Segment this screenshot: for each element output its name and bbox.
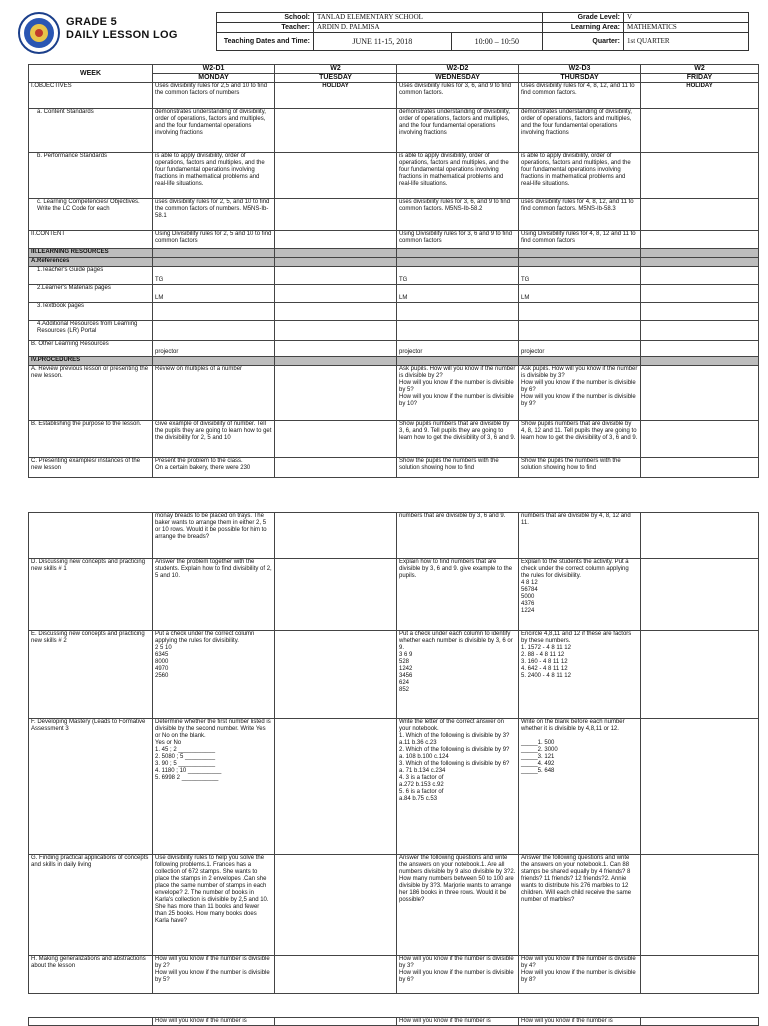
row-label: 3.Textbook pages	[29, 303, 153, 321]
row-textbook	[29, 303, 759, 321]
row-mastery	[29, 719, 759, 855]
cell-friday	[641, 231, 759, 249]
cell-thursday: Show the pupils the numbers with the solution showing how to find	[519, 458, 641, 478]
row-label: a. Content Standards	[29, 109, 153, 153]
cell-tuesday	[275, 231, 397, 249]
row-label: F. Developing Mastery (Leads to Formative Assessment 3	[29, 719, 153, 855]
row-review	[29, 366, 759, 421]
row-label: 1.Teacher's Guide pages	[29, 267, 153, 285]
cell-monday: Determine whether the first number listed is divisible by the second number. Write Yes or No on the blank. Yes or No 1. 45 ; 2 ___________ 2. 5080 ; 5 _________ 3. 90 ; 5 ___________ 4. 1180 ; 10 __________ 5. 6998 2 ___________	[153, 719, 275, 855]
cell-wednesday: Explain how to find numbers that are divisible by 3, 6 and 9. give example to the pupils.	[397, 559, 519, 631]
day-tuesday: TUESDAY	[275, 74, 397, 83]
lesson-log-table	[28, 64, 759, 478]
grade-label: Grade Level:	[543, 13, 624, 23]
teacher-value: ARDIN D. PALMISA	[314, 23, 543, 33]
cell-friday	[641, 109, 759, 153]
cell-monday: How will you know if the number is divisible by 2? How will you know if the number is divisible by 5?	[153, 956, 275, 994]
cell-thursday: numbers that are divisible by 4, 8, 12 and 11.	[519, 513, 641, 559]
cell-wednesday: uses divisibility rules for 3, 6, and 9 to find common factors. M5NS-Ib-58.2	[397, 199, 519, 231]
title-log: DAILY LESSON LOG	[66, 29, 178, 41]
row-discuss-1	[29, 559, 759, 631]
cell-wednesday: Show pupils numbers that are divisible by 3, 6, and 9. Tell pupils they are going to learn how to get the divisibility of 3, 6 and 9.	[397, 421, 519, 458]
dates-label: Teaching Dates and Time:	[217, 33, 314, 51]
cell-thursday: demonstrates understanding of divisibility, order of operations, factors and multiples, and the four fundamental operations involving fractions	[519, 109, 641, 153]
cell-tuesday	[275, 109, 397, 153]
day-friday: FRIDAY	[641, 74, 759, 83]
dates-value: JUNE 11-15, 2018	[314, 33, 452, 51]
cell-thursday: Uses divisibility rules for 4, 8, 12, and 11 to find common factors.	[519, 83, 641, 109]
area-value: MATHEMATICS	[624, 23, 749, 33]
col-head-d2: W2	[275, 65, 397, 74]
row-discuss-2	[29, 631, 759, 719]
row-lr-portal	[29, 321, 759, 341]
cell-wednesday: How will you know if the number is divisible by 3? How will you know if the number is divisible by 6?	[397, 956, 519, 994]
row-label: D. Discussing new concepts and practicing new skills # 1	[29, 559, 153, 631]
cell-thursday: uses divisibility rules for 4, 8, 12, and 11 to find common factors. M5NS-Ib-58.3	[519, 199, 641, 231]
cell-monday: Give example of divisibility of number. Tell the pupils they are going to learn how to get the divisibility for 2, 5 and 10	[153, 421, 275, 458]
school-label: School:	[217, 13, 314, 23]
col-head-d1: W2-D1	[153, 65, 275, 74]
cell-monday: Present the problem to the class. On a certain bakery, there were 230	[153, 458, 275, 478]
cell-thursday: Answer the following questions and write the answers on your notebook.1. Can 88 stamps be shared equally by 4 friends? 8 friends? 11 friends? 12 friends?2. Annie wants to distribute his 276 marbles to 12 children. Will each child receive the same number of marbles?	[519, 855, 641, 956]
cell-monday: demonstrates understanding of divisibility, order of operations, factors and multiples, and the four fundamental operations involving fractions	[153, 109, 275, 153]
row-label: I.OBJECTIVES	[29, 83, 153, 109]
info-table	[216, 12, 749, 51]
quarter-value: 1st QUARTER	[624, 33, 749, 51]
cell-wednesday: TG	[397, 267, 519, 285]
cell-wednesday: Put a check under each column to identify whether each number is divisible by 3, 6 or 9. 3 6 9 528 1242 3456 624 852	[397, 631, 519, 719]
cell-monday: projector	[153, 341, 275, 357]
cell-thursday: Write on the blank before each number whether it is divisible by 4,8,11 or 12. _____1. 500 _____2. 3000 _____3. 121 _____4. 492 _____5. 648	[519, 719, 641, 855]
col-head-d4: W2-D3	[519, 65, 641, 74]
cell-thursday: Encircle 4,8,11 and 12 if these are factors by these numbers. 1. 1572 - 4 8 11 12 2. 88 - 4 8 11 12 3. 160 - 4 8 11 12 4. 642 - 4 8 11 12 5. 2400 - 4 8 11 12	[519, 631, 641, 719]
cell-monday: Using Divisibility rules for 2, 5 and 10 to find common factors	[153, 231, 275, 249]
cell-tuesday	[275, 153, 397, 199]
row-label: 2.Learner's Materials pages	[29, 285, 153, 303]
row-label: A. Review previous lesson or presenting the new lesson.	[29, 366, 153, 421]
row-content	[29, 231, 759, 249]
cell-wednesday: is able to apply divisibility, order of operations, factors and multiples, and the four fundamental operations involving fractions in mathematical problems and real-life situations.	[397, 153, 519, 199]
area-label: Learning Area:	[543, 23, 624, 33]
row-label: B. Establishing the purpose to the lesson.	[29, 421, 153, 458]
cell-wednesday: projector	[397, 341, 519, 357]
row-competencies	[29, 199, 759, 231]
row-label: G. Finding practical applications of concepts and skills in daily living	[29, 855, 153, 956]
cell-monday: Uses divisibility rules for 2,5 and 10 to find the common factors of numbers	[153, 83, 275, 109]
cell-wednesday: Answer the following questions and write the answers on your notebook.1. Are all numbers divisible by 9 also divisible by 3?2. How many numbers between 50 to 100 are divisible by 3?3. Marjorie wants to arrange her 186 books in three rows. Would it be possible?	[397, 855, 519, 956]
row-label: C. Presenting examples/ instances of the new lesson	[29, 458, 153, 478]
row-teachers-guide	[29, 267, 759, 285]
col-head-d3: W2-D2	[397, 65, 519, 74]
row-label: c. Learning Competencies/ Objectives. Write the LC Code for each	[29, 199, 153, 231]
week-header: WEEK	[29, 65, 153, 83]
row-label: H. Making generalizations and abstractions about the lesson	[29, 956, 153, 994]
school-value: TANLAD ELEMENTARY SCHOOL	[314, 13, 543, 23]
deped-seal-icon	[18, 12, 60, 54]
row-purpose	[29, 421, 759, 458]
cell-wednesday: Uses divisibility rules for 3, 6, and 9 to find common factors.	[397, 83, 519, 109]
cell-thursday: LM	[519, 285, 641, 303]
row-learning-resources	[29, 249, 759, 258]
row-label: III.LEARNING RESOURCES	[29, 249, 153, 258]
cell-monday: uses divisibility rules for 2, 5, and 10 to find the common factors of numbers. M5NS-Ib-58.1	[153, 199, 275, 231]
row-performance-standards	[29, 153, 759, 199]
cell-wednesday: LM	[397, 285, 519, 303]
row-label: II.CONTENT	[29, 231, 153, 249]
cell-wednesday: demonstrates understanding of divisibility, order of operations, factors and multiples, and the four fundamental operations involving fractions	[397, 109, 519, 153]
row-label: b. Performance Standards	[29, 153, 153, 199]
cell-monday: is able to apply divisibility, order of operations, factors and multiples, and the four fundamental operations involving fractions in mathematical problems and real-life situations.	[153, 153, 275, 199]
row-other-resources	[29, 341, 759, 357]
day-wednesday: WEDNESDAY	[397, 74, 519, 83]
row-label: B. Other Learning Resources	[29, 341, 153, 357]
cell-monday: Review on multiples of a number	[153, 366, 275, 421]
row-content-standards	[29, 109, 759, 153]
quarter-label: Quarter:	[543, 33, 624, 51]
title-grade: GRADE 5	[66, 16, 117, 28]
row-references	[29, 258, 759, 267]
cell-wednesday: How will you know if the number is	[397, 1018, 519, 1026]
cell-thursday: Using Divisibility rules for 4, 8, 12 and 11 to find common factors	[519, 231, 641, 249]
row-learners-materials	[29, 285, 759, 303]
row-label: E. Discussing new concepts and practicing new skills # 2	[29, 631, 153, 719]
col-head-d5: W2	[641, 65, 759, 74]
cell-friday	[641, 199, 759, 231]
cell-monday: Put a check under the correct column applying the rules for divisibility. 2 5 10 6345 8000 4970 2560	[153, 631, 275, 719]
row-next-page	[29, 1018, 759, 1026]
row-examples-continued	[29, 513, 759, 559]
day-monday: MONDAY	[153, 74, 275, 83]
cell-monday: Answer the problem together with the students. Explain how to find divisibility of 2, 5 and 10.	[153, 559, 275, 631]
day-thursday: THURSDAY	[519, 74, 641, 83]
teacher-label: Teacher:	[217, 23, 314, 33]
cell-tuesday	[275, 199, 397, 231]
row-practical	[29, 855, 759, 956]
cell-monday: Use divisibility rules to help you solve the following problems.1. Frances has a collection of 672 stamps. She wants to place the stamps in 2 envelopes .Can she place the same number of stamps in each envelope? 2. The number of books in Karla's collection is divisible by 2,5 and 10. She has more than 11 books and fewer than 25 books. How many books does Karla have?	[153, 855, 275, 956]
cell-wednesday: Show the pupils the numbers with the solution showing how to find	[397, 458, 519, 478]
row-examples	[29, 458, 759, 478]
cell-thursday: How will you know if the number is	[519, 1018, 641, 1026]
cell-monday: monay breads to be placed on trays. The baker wants to arrange them in either 2, 5 or 10 rows. Would it be possible for him to arrange the breads?	[153, 513, 275, 559]
cell-monday: TG	[153, 267, 275, 285]
cell-wednesday: Using Divisibility rules for 3, 6 and 9 to find common factors	[397, 231, 519, 249]
row-procedures	[29, 357, 759, 366]
cell-thursday: Show pupils numbers that are divisible by 4, 8, 12 and 11. Tell pupils they are going to learn how to get the divisibility of 3, 6 and 9.	[519, 421, 641, 458]
row-label: 4.Additional Resources from Learning Resources (LR) Portal	[29, 321, 153, 341]
cell-thursday: Explain to the students the activity. Put a check under the correct column applying the rules for divisibility. 4 8 12 56784 5000 4376 1224	[519, 559, 641, 631]
time-value: 10:00 – 10:50	[451, 33, 542, 51]
cell-wednesday: Ask pupils. How will you know if the number is divisible by 2? How will you know if the number is divisible by 5? How will you know if the number is divisible by 10?	[397, 366, 519, 421]
row-objectives	[29, 83, 759, 109]
cell-thursday: How will you know if the number is divisible by 4? How will you know if the number is divisible by 8?	[519, 956, 641, 994]
cell-thursday: Ask pupils. How will you know if the number is divisible by 3? How will you know if the number is divisible by 6? How will you know if the number is divisible by 9?	[519, 366, 641, 421]
cell-thursday: projector	[519, 341, 641, 357]
cell-friday	[641, 153, 759, 199]
lesson-log-table-page3	[28, 1017, 759, 1026]
cell-monday: How will you know if the number is	[153, 1018, 275, 1026]
cell-thursday: is able to apply divisibility, order of operations, factors and multiples, and the four fundamental operations involving fractions in mathematical problems and real-life situations.	[519, 153, 641, 199]
grade-value: V	[624, 13, 749, 23]
cell-wednesday: Write the letter of the correct answer on your notebook. 1. Which of the following is divisible by 3? a.11 b.36 c.23 2. Which of the following is divisible by 9? a. 108 b.100 c.124 3. Which of the following is divisible by 6? a. 71 b.134 c.234 4. 3 is a factor of a.272 b.153 c.92 5. 6 is a factor of a.84 b.75 c.53	[397, 719, 519, 855]
cell-friday: HOLIDAY	[641, 83, 759, 109]
row-generalize	[29, 956, 759, 994]
cell-thursday: TG	[519, 267, 641, 285]
cell-tuesday: HOLIDAY	[275, 83, 397, 109]
page-title	[66, 16, 178, 42]
row-label: A.References	[29, 258, 153, 267]
cell-monday: LM	[153, 285, 275, 303]
lesson-log-table-page2	[28, 512, 759, 994]
cell-wednesday: numbers that are divisible by 3, 6 and 9.	[397, 513, 519, 559]
row-label: IV.PROCEDURES	[29, 357, 153, 366]
